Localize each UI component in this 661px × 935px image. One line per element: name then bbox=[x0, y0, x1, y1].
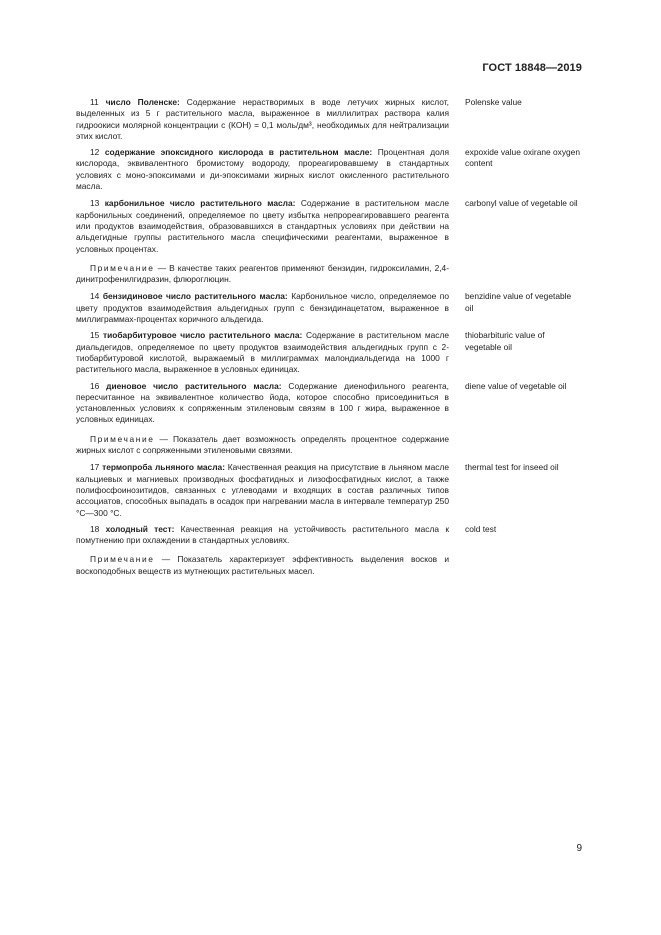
term-body: Содержание нерастворимых в воде летучих жирных кислот, выделенных из 5 г растительного масла, выраженное в миллилитрах раствора калия гидроокиси молярной концентрации с (КОН) = 0,1 моль/дм³, необходимых для нейтрализации этих кислот. bbox=[76, 97, 449, 141]
note-label: Примечание bbox=[90, 262, 155, 273]
term-definition bbox=[76, 330, 449, 375]
term-body: Качественная реакция на присутствие в льняном масле кальциевых и магниевых производных фосфатидных и лизофосфатидных кислот, а также полифосфоинозитидов, связанных с углеводами и входящих в состав различных типов ассоциатов, способных выпадать в осадок при нагревании масла в интервале температур 250 °С—300 °С. bbox=[76, 462, 450, 518]
note-entry bbox=[76, 263, 581, 286]
note-text bbox=[76, 554, 449, 577]
term-entry bbox=[76, 291, 581, 325]
term-title: тиобарбитуровое число растительного масла: bbox=[103, 330, 303, 341]
term-number: 16 bbox=[90, 380, 100, 391]
note-entry bbox=[76, 434, 581, 457]
term-english: Polenske value bbox=[465, 97, 522, 107]
note-body: — Показатель дает возможность определять процентное содержание жирных кислот с сопряженными этиленовыми связями. bbox=[76, 433, 449, 456]
term-definition bbox=[76, 198, 449, 254]
term-number: 15 bbox=[90, 330, 100, 341]
term-body: Качественная реакция на устойчивость растительного масла к помутнению при охлаждении в стандартных условиях. bbox=[76, 523, 449, 546]
term-entry bbox=[76, 330, 581, 375]
term-english: benzidine value of vegetable oil bbox=[465, 291, 572, 313]
term-body: Процентная доля кислорода, эквивалентного бромистому водороду, прореагировавшему в стандартных условиях с моно-эпоксимами и ди-эпоксимами жирных кислот окисленного растительного масла. bbox=[76, 147, 449, 192]
term-definition bbox=[76, 524, 449, 547]
term-english: cold test bbox=[465, 523, 497, 534]
note-text bbox=[76, 434, 449, 457]
term-entry bbox=[76, 97, 581, 142]
term-title: холодный тест: bbox=[105, 523, 175, 534]
term-entry bbox=[76, 147, 581, 192]
term-english: carbonyl value of vegetable oil bbox=[465, 198, 578, 209]
term-english: expoxide value oxirane oxygen content bbox=[465, 147, 581, 169]
term-number: 12 bbox=[90, 147, 100, 158]
term-number: 14 bbox=[90, 291, 100, 302]
term-definition bbox=[76, 97, 449, 142]
term-body: Содержание в растительном масле диальдегидов, определяемое по цвету продуктов взаимодействия альдегидных групп с 2-тиобарбитуровой кислотой, выражаемый в миллиграммах малондиальдегида на 1000 г растительного масла, выраженное в условных единицах. bbox=[76, 330, 450, 375]
term-body: Карбонильное число, определяемое по цвету продуктов взаимодействия альдегидных групп с бензидинацетатом, выраженное в миллиграммах-процентах коричного альдегида. bbox=[76, 291, 449, 325]
term-entry bbox=[76, 524, 581, 547]
terms-list bbox=[76, 97, 581, 577]
term-title: термопроба льняного масла: bbox=[102, 462, 225, 473]
term-number: 18 bbox=[90, 523, 100, 534]
page-number: 9 bbox=[576, 843, 582, 854]
note-label: Примечание bbox=[90, 433, 155, 444]
note-body: — Показатель характеризует эффективность выделения восков и воскоподобных веществ из мутнеющих растительных масел. bbox=[76, 554, 449, 576]
term-title: диеновое число растительного масла: bbox=[106, 380, 282, 391]
term-number: 13 bbox=[90, 198, 100, 209]
term-definition bbox=[76, 462, 449, 518]
note-body: — В качестве таких реагентов применяют бензидин, гидроксиламин, 2,4-динитрофенилгидразин, флюроглюцин. bbox=[76, 262, 449, 285]
term-title: бензидиновое число растительного масла: bbox=[102, 291, 288, 302]
term-entry bbox=[76, 381, 581, 426]
term-body: Содержание в растительном масле карбонильных соединений, определяемое по цвету избытка непрореагировавшего реагента или продуктов взаимодействия, образовавшихся в стандартных условиях при действии на альдегидные группы растительного масла специфическими реагентами, выраженное в условных процентах. bbox=[76, 198, 450, 254]
term-entry bbox=[76, 462, 581, 518]
term-number: 11 bbox=[90, 97, 99, 107]
standard-designation: ГОСТ 18848—2019 bbox=[482, 62, 582, 74]
term-title: содержание эпоксидного кислорода в растительном масле: bbox=[104, 147, 373, 158]
term-definition bbox=[76, 381, 449, 426]
note-entry bbox=[76, 554, 581, 577]
note-text bbox=[76, 263, 449, 286]
term-definition bbox=[76, 291, 449, 325]
note-label: Примечание bbox=[90, 554, 155, 565]
term-english: thermal test for inseed oil bbox=[465, 462, 559, 473]
term-body: Содержание диенофильного реагента, пересчитанное на эквивалентное количество йода, которое способно присоединиться в установленных условиях к сопряженным этиленовым связям в 100 г жира, выраженное в условных единицах. bbox=[76, 380, 450, 425]
term-definition bbox=[76, 147, 449, 192]
term-number: 17 bbox=[90, 462, 100, 473]
term-english: thiobarbituric value of vegetable oil bbox=[465, 330, 545, 352]
term-title: число Поленске: bbox=[105, 97, 180, 107]
term-entry bbox=[76, 198, 581, 254]
term-title: карбонильное число растительного масла: bbox=[104, 198, 296, 209]
term-english: diene value of vegetable oil bbox=[465, 380, 567, 391]
